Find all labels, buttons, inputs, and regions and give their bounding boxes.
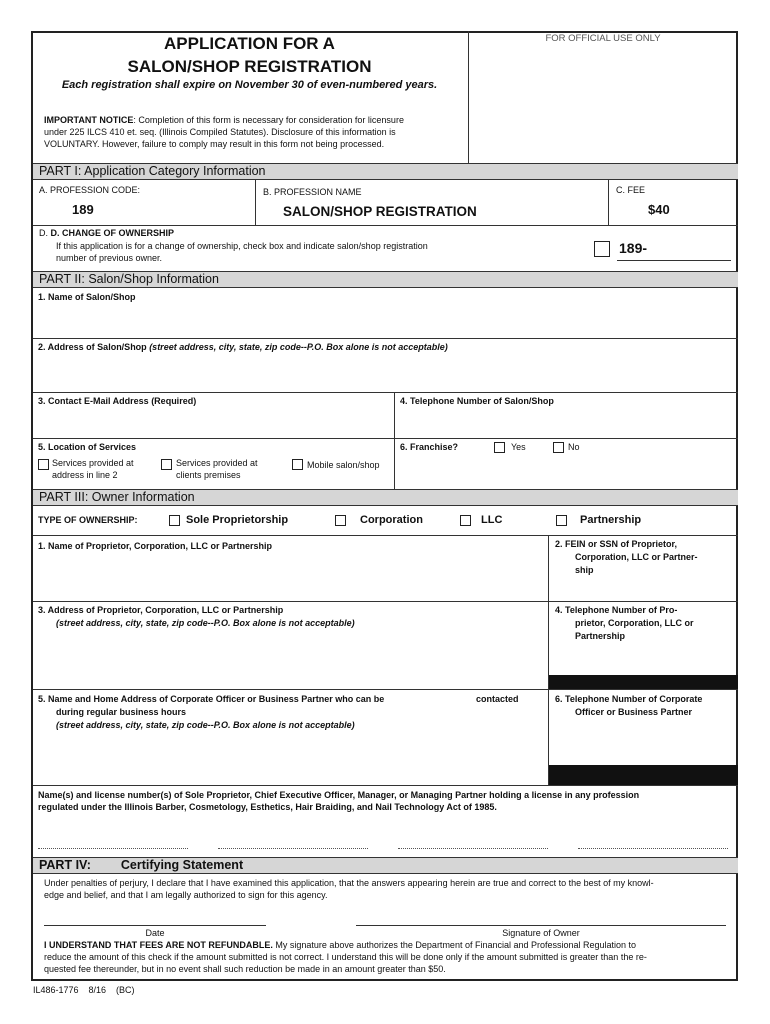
p3-rule-2 — [33, 601, 738, 602]
change-ownership-checkbox[interactable] — [594, 241, 610, 257]
profession-name-label: B. PROFESSION NAME — [263, 187, 362, 197]
notice-label: IMPORTANT NOTICE — [44, 115, 134, 125]
owner-address-l2: (street address, city, state, zip code--P.O. Box alone is not acceptable) — [56, 618, 355, 628]
license-holders-l1: Name(s) and license number(s) of Sole Proprietor, Chief Executive Officer, Manager, or Managing Partner holding a license in any profession — [38, 790, 640, 800]
salon-address-label-text: 2. Address of Salon/Shop — [38, 342, 150, 352]
certify-l2: edge and belief, and that I am legally authorized to sign for this agency. — [44, 890, 328, 900]
fein-l1: 2. FEIN or SSN of Proprietor, — [555, 539, 678, 549]
salon-address-field[interactable] — [33, 355, 738, 391]
signature-label: Signature of Owner — [502, 928, 580, 938]
profession-name-value: SALON/SHOP REGISTRATION — [283, 204, 477, 219]
part3-header: PART III: Owner Information — [33, 489, 738, 506]
refund-l1 — [44, 940, 736, 950]
p3-rule-3 — [33, 689, 738, 690]
salon-phone-label: 4. Telephone Number of Salon/Shop — [400, 396, 554, 406]
owner-name-field[interactable] — [33, 555, 547, 599]
black-bar-2 — [549, 765, 738, 785]
email-field[interactable] — [33, 409, 393, 437]
officer-phone-l2: Officer or Business Partner — [575, 707, 693, 717]
refund-bold: I UNDERSTAND THAT FEES ARE NOT REFUNDABLE. — [44, 940, 273, 950]
location-clients-checkbox[interactable] — [161, 459, 172, 470]
subtitle: Each registration shall expire on November 30 of even-numbered years. — [61, 79, 438, 91]
franchise-no-checkbox[interactable] — [553, 442, 564, 453]
part4-header — [33, 857, 738, 874]
location-address-l2: address in line 2 — [52, 470, 118, 480]
official-use-label: FOR OFFICIAL USE ONLY — [545, 33, 661, 44]
form-id: IL486-1776 8/16 (BC) — [33, 985, 135, 995]
location-address-checkbox[interactable] — [38, 459, 49, 470]
location-clients-l1: Services provided at — [176, 458, 258, 468]
ownership-type-label: TYPE OF OWNERSHIP: — [38, 515, 138, 525]
previous-registration-line[interactable] — [617, 260, 731, 261]
p3-divider — [548, 535, 549, 785]
part1-header: PART I: Application Category Information — [33, 163, 738, 180]
license-holders-l2: regulated under the Illinois Barber, Cosmetology, Esthetics, Hair Braiding, and Nail Technology Act of 1985. — [38, 802, 497, 812]
refund-l3: quested fee thereunder, but in no event shall such reduction be made in an amount greater than $50. — [44, 964, 446, 974]
fee-label: C. FEE — [616, 185, 646, 195]
title-line-1: APPLICATION FOR A — [164, 34, 335, 53]
part1-divider-a — [255, 180, 256, 225]
owner-address-field[interactable] — [33, 632, 547, 672]
change-ownership-title: D. CHANGE OF OWNERSHIP — [50, 228, 175, 238]
license-holder-line-2[interactable] — [218, 848, 368, 849]
part2-header: PART II: Salon/Shop Information — [33, 271, 738, 288]
owner-phone-l2: prietor, Corporation, LLC or — [575, 618, 694, 628]
location-address-l1: Services provided at — [52, 458, 134, 468]
email-label: 3. Contact E-Mail Address (Required) — [38, 396, 197, 406]
salon-address-label — [38, 342, 448, 352]
p2-rule-3 — [33, 438, 738, 439]
salon-name-field[interactable] — [33, 305, 738, 337]
date-line[interactable] — [44, 925, 266, 926]
p2-rule-1 — [33, 338, 738, 339]
date-label: Date — [145, 928, 165, 938]
officer-l2: during regular business hours — [56, 707, 187, 717]
license-holder-line-4[interactable] — [578, 848, 728, 849]
p2-divider — [394, 392, 395, 490]
fein-l2: Corporation, LLC or Partner- — [575, 552, 698, 562]
previous-registration-prefix: 189- — [619, 240, 648, 256]
location-mobile-label: Mobile salon/shop — [307, 460, 380, 470]
sole-proprietorship-label: Sole Proprietorship — [186, 514, 289, 526]
part1-divider-b — [608, 180, 609, 225]
franchise-yes-label: Yes — [511, 442, 526, 452]
officer-phone-l1: 6. Telephone Number of Corporate — [555, 694, 703, 704]
black-bar-1 — [549, 675, 738, 689]
notice-line-2: under 225 ILCS 410 et. seq. (Illinois Compiled Statutes). Disclosure of this information is — [44, 127, 396, 137]
franchise-yes-checkbox[interactable] — [494, 442, 505, 453]
salon-address-note: (street address, city, state, zip code--P.O. Box alone is not acceptable) — [149, 342, 448, 352]
corporation-label: Corporation — [360, 514, 423, 526]
license-holder-line-1[interactable] — [38, 848, 188, 849]
corporation-checkbox[interactable] — [335, 515, 346, 526]
officer-l3: (street address, city, state, zip code--P.O. Box alone is not acceptable) — [56, 720, 355, 730]
certify-l1: Under penalties of perjury, I declare that I have examined this application, that the answers appearing herein are true and correct to the best of my knowl- — [44, 878, 654, 888]
franchise-label: 6. Franchise? — [400, 442, 459, 452]
notice-text-1 — [44, 115, 464, 125]
p2-rule-2 — [33, 392, 738, 393]
title-line-2: SALON/SHOP REGISTRATION — [127, 57, 372, 76]
owner-phone-l3: Partnership — [575, 631, 626, 641]
officer-field[interactable] — [33, 733, 547, 781]
profession-code-label: A. PROFESSION CODE: — [39, 185, 141, 195]
llc-checkbox[interactable] — [460, 515, 471, 526]
signature-line[interactable] — [356, 925, 726, 926]
officer-l1: 5. Name and Home Address of Corporate Officer or Business Partner who can be — [38, 694, 385, 704]
location-label: 5. Location of Services — [38, 442, 137, 452]
owner-name-label: 1. Name of Proprietor, Corporation, LLC or Partnership — [38, 541, 273, 551]
part4-title-b: Certifying Statement — [120, 858, 244, 872]
sole-proprietorship-checkbox[interactable] — [169, 515, 180, 526]
notice-line-1: : Completion of this form is necessary for consideration for licensure — [133, 115, 404, 125]
change-ownership-label: D. D. CHANGE OF OWNERSHIP — [39, 228, 175, 238]
llc-label: LLC — [481, 514, 503, 526]
refund-l2: reduce the amount of this check if the amount submitted is not correct. I understand this will be done only if the amount submitted is greater than the re- — [44, 952, 647, 962]
franchise-no-label: No — [568, 442, 580, 452]
license-holder-line-3[interactable] — [398, 848, 548, 849]
refund-l1-text: My signature above authorizes the Department of Financial and Professional Regulation to — [272, 940, 637, 950]
part1-rule — [33, 225, 738, 226]
salon-phone-field[interactable] — [396, 409, 736, 437]
salon-name-label: 1. Name of Salon/Shop — [38, 292, 136, 302]
partnership-label: Partnership — [580, 514, 642, 526]
part4-title-a: PART IV: — [39, 858, 91, 872]
notice-line-3: VOLUNTARY. However, failure to comply may result in this form not being processed. — [44, 139, 385, 149]
officer-contacted: contacted — [476, 694, 519, 704]
p3-rule-1 — [33, 535, 738, 536]
owner-phone-l1: 4. Telephone Number of Pro- — [555, 605, 678, 615]
partnership-checkbox[interactable] — [556, 515, 567, 526]
owner-address-l1: 3. Address of Proprietor, Corporation, LLC or Partnership — [38, 605, 284, 615]
fee-value: $40 — [648, 202, 670, 217]
fein-l3: ship — [575, 565, 594, 575]
profession-code-value: 189 — [72, 202, 94, 217]
change-ownership-text-2: number of previous owner. — [56, 253, 163, 263]
location-mobile-checkbox[interactable] — [292, 459, 303, 470]
p3-rule-4 — [33, 785, 738, 786]
location-clients-l2: clients premises — [176, 470, 241, 480]
header-divider — [468, 31, 469, 164]
change-ownership-text-1: If this application is for a change of ownership, check box and indicate salon/shop registration — [56, 241, 428, 251]
